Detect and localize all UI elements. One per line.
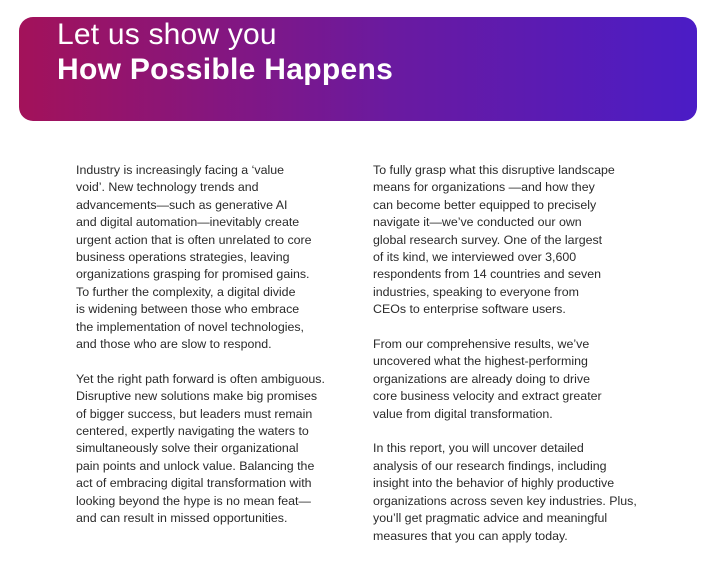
paragraph-line: advancements—such as generative AI	[76, 197, 288, 212]
paragraph-line: void’. New technology trends and	[76, 180, 259, 195]
paragraph-line: core business velocity and extract greater	[373, 389, 602, 404]
paragraph-line: measures that you can apply today.	[373, 528, 568, 543]
page-title	[57, 17, 393, 87]
paragraph-line: organizations across seven key industries. Plus,	[373, 493, 637, 508]
paragraph-line: of its kind, we interviewed over 3,600	[373, 250, 577, 265]
paragraph-line: the implementation of novel technologies,	[76, 319, 304, 334]
paragraph-line: and can result in missed opportunities.	[76, 511, 288, 526]
title-line-1: Let us show you	[57, 18, 277, 51]
paragraph-line: means for organizations —and how they	[373, 180, 595, 195]
paragraph-line: act of embracing digital transformation with	[76, 476, 312, 491]
right-text-column	[373, 162, 643, 562]
paragraph-line: simultaneously solve their organizational	[76, 441, 299, 456]
paragraph-line: respondents from 14 countries and seven	[373, 267, 601, 282]
paragraph-line: business operations strategies, leaving	[76, 250, 290, 265]
paragraph-line: In this report, you will uncover detailed	[373, 441, 584, 456]
paragraph-line: pain points and unlock value. Balancing the	[76, 458, 315, 473]
title-line-2: How Possible Happens	[57, 53, 394, 86]
paragraph-line: Yet the right path forward is often ambiguous.	[76, 371, 325, 386]
paragraph-line: organizations grasping for promised gains.	[76, 267, 310, 282]
paragraph-line: urgent action that is often unrelated to core	[76, 232, 312, 247]
paragraph-line: Industry is increasingly facing a ‘value	[76, 163, 284, 177]
paragraph-line: value from digital transformation.	[373, 406, 553, 421]
paragraph-line: and digital automation—inevitably create	[76, 215, 300, 230]
paragraph-line: analysis of our research findings, including	[373, 458, 607, 473]
paragraph-line: navigate it—we’ve conducted our own	[373, 215, 582, 230]
paragraph-line: and those who are slow to respond.	[76, 337, 272, 352]
paragraph-line: of bigger success, but leaders must remain	[76, 406, 313, 421]
left-text-column	[76, 162, 346, 545]
paragraph-line: you’ll get pragmatic advice and meaningful	[373, 511, 608, 526]
paragraph-line: From our comprehensive results, we’ve	[373, 337, 590, 352]
paragraph-line: uncovered what the highest-performing	[373, 354, 588, 369]
body-paragraph	[373, 162, 643, 319]
paragraph-line: industries, speaking to everyone from	[373, 284, 579, 299]
paragraph-line: centered, expertly navigating the waters to	[76, 424, 309, 439]
paragraph-line: CEOs to enterprise software users.	[373, 302, 566, 317]
paragraph-line: Disruptive new solutions make big promises	[76, 389, 318, 404]
body-paragraph	[373, 336, 643, 423]
paragraph-line: To fully grasp what this disruptive landscape	[373, 163, 615, 177]
paragraph-line: To further the complexity, a digital divide	[76, 284, 296, 299]
paragraph-line: looking beyond the hype is no mean feat—	[76, 493, 311, 508]
paragraph-line: global research survey. One of the largest	[373, 232, 603, 247]
body-paragraph	[76, 371, 346, 528]
paragraph-line: insight into the behavior of highly productive	[373, 476, 615, 491]
body-paragraph	[373, 440, 643, 544]
paragraph-line: organizations are already doing to drive	[373, 371, 590, 386]
paragraph-line: can become better equipped to precisely	[373, 197, 597, 212]
paragraph-line: is widening between those who embrace	[76, 302, 300, 317]
body-paragraph	[76, 162, 346, 353]
